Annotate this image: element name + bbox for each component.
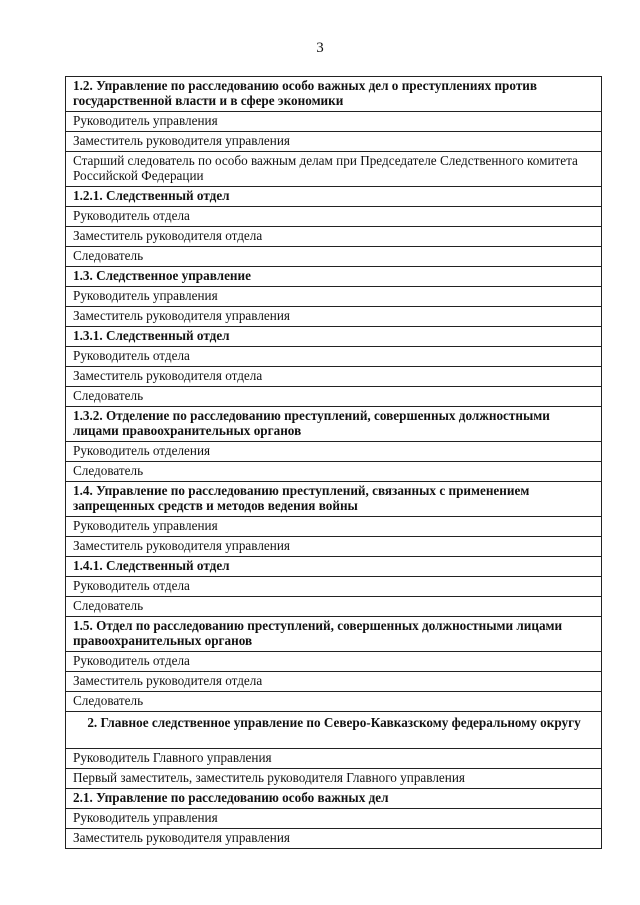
- section-heading-cell: 2. Главное следственное управление по Северо-Кавказскому федеральному округу: [66, 712, 602, 749]
- position-row: [66, 462, 602, 482]
- positions-table: [65, 76, 602, 849]
- section-heading-row: [66, 712, 602, 749]
- position-row: [66, 442, 602, 462]
- position-cell: Руководитель управления: [66, 809, 602, 829]
- position-row: [66, 829, 602, 849]
- position-cell: Следователь: [66, 597, 602, 617]
- position-cell: Заместитель руководителя отдела: [66, 672, 602, 692]
- section-heading-row: [66, 789, 602, 809]
- position-cell: Заместитель руководителя управления: [66, 537, 602, 557]
- position-row: [66, 247, 602, 267]
- position-row: [66, 537, 602, 557]
- section-heading-cell: 1.4.1. Следственный отдел: [66, 557, 602, 577]
- position-cell: Руководитель управления: [66, 287, 602, 307]
- section-heading-cell: 1.4. Управление по расследованию преступлений, связанных с применением запрещенных средств и методов ведения войны: [66, 482, 602, 517]
- position-row: [66, 152, 602, 187]
- position-cell: Руководитель Главного управления: [66, 749, 602, 769]
- page-number: 3: [316, 40, 324, 56]
- position-cell: Следователь: [66, 462, 602, 482]
- position-cell: Следователь: [66, 247, 602, 267]
- position-row: [66, 112, 602, 132]
- position-cell: Следователь: [66, 692, 602, 712]
- section-heading-cell: 1.3.1. Следственный отдел: [66, 327, 602, 347]
- position-row: [66, 207, 602, 227]
- position-cell: Заместитель руководителя отдела: [66, 367, 602, 387]
- section-heading-row: [66, 187, 602, 207]
- position-row: [66, 692, 602, 712]
- position-cell: Заместитель руководителя управления: [66, 829, 602, 849]
- position-row: [66, 367, 602, 387]
- position-row: [66, 809, 602, 829]
- section-heading-row: [66, 557, 602, 577]
- position-cell: Руководитель управления: [66, 517, 602, 537]
- position-row: [66, 577, 602, 597]
- position-cell: Руководитель отдела: [66, 347, 602, 367]
- position-cell: Старший следователь по особо важным делам при Председателе Следственного комитета Российской Федерации: [66, 152, 602, 187]
- section-heading-row: [66, 327, 602, 347]
- section-heading-cell: 1.3. Следственное управление: [66, 267, 602, 287]
- position-cell: Следователь: [66, 387, 602, 407]
- position-row: [66, 652, 602, 672]
- section-heading-cell: 1.2. Управление по расследованию особо важных дел о преступлениях против государственной власти и в сфере экономики: [66, 77, 602, 112]
- section-heading-row: [66, 617, 602, 652]
- position-row: [66, 347, 602, 367]
- section-heading-cell: 1.5. Отдел по расследованию преступлений, совершенных должностными лицами правоохранительных органов: [66, 617, 602, 652]
- position-cell: Заместитель руководителя управления: [66, 307, 602, 327]
- position-row: [66, 387, 602, 407]
- position-row: [66, 749, 602, 769]
- section-heading-row: [66, 482, 602, 517]
- position-row: [66, 517, 602, 537]
- position-cell: Руководитель отдела: [66, 577, 602, 597]
- position-cell: Первый заместитель, заместитель руководителя Главного управления: [66, 769, 602, 789]
- position-row: [66, 227, 602, 247]
- position-row: [66, 672, 602, 692]
- position-cell: Руководитель отдела: [66, 652, 602, 672]
- section-heading-cell: 1.2.1. Следственный отдел: [66, 187, 602, 207]
- section-heading-cell: 2.1. Управление по расследованию особо важных дел: [66, 789, 602, 809]
- position-cell: Заместитель руководителя управления: [66, 132, 602, 152]
- position-cell: Руководитель отдела: [66, 207, 602, 227]
- position-cell: Заместитель руководителя отдела: [66, 227, 602, 247]
- position-row: [66, 597, 602, 617]
- position-row: [66, 287, 602, 307]
- position-cell: Руководитель отделения: [66, 442, 602, 462]
- section-heading-row: [66, 407, 602, 442]
- section-heading-row: [66, 267, 602, 287]
- position-row: [66, 132, 602, 152]
- position-row: [66, 769, 602, 789]
- position-cell: Руководитель управления: [66, 112, 602, 132]
- section-heading-cell: 1.3.2. Отделение по расследованию преступлений, совершенных должностными лицами правоохранительных органов: [66, 407, 602, 442]
- section-heading-row: [66, 77, 602, 112]
- position-row: [66, 307, 602, 327]
